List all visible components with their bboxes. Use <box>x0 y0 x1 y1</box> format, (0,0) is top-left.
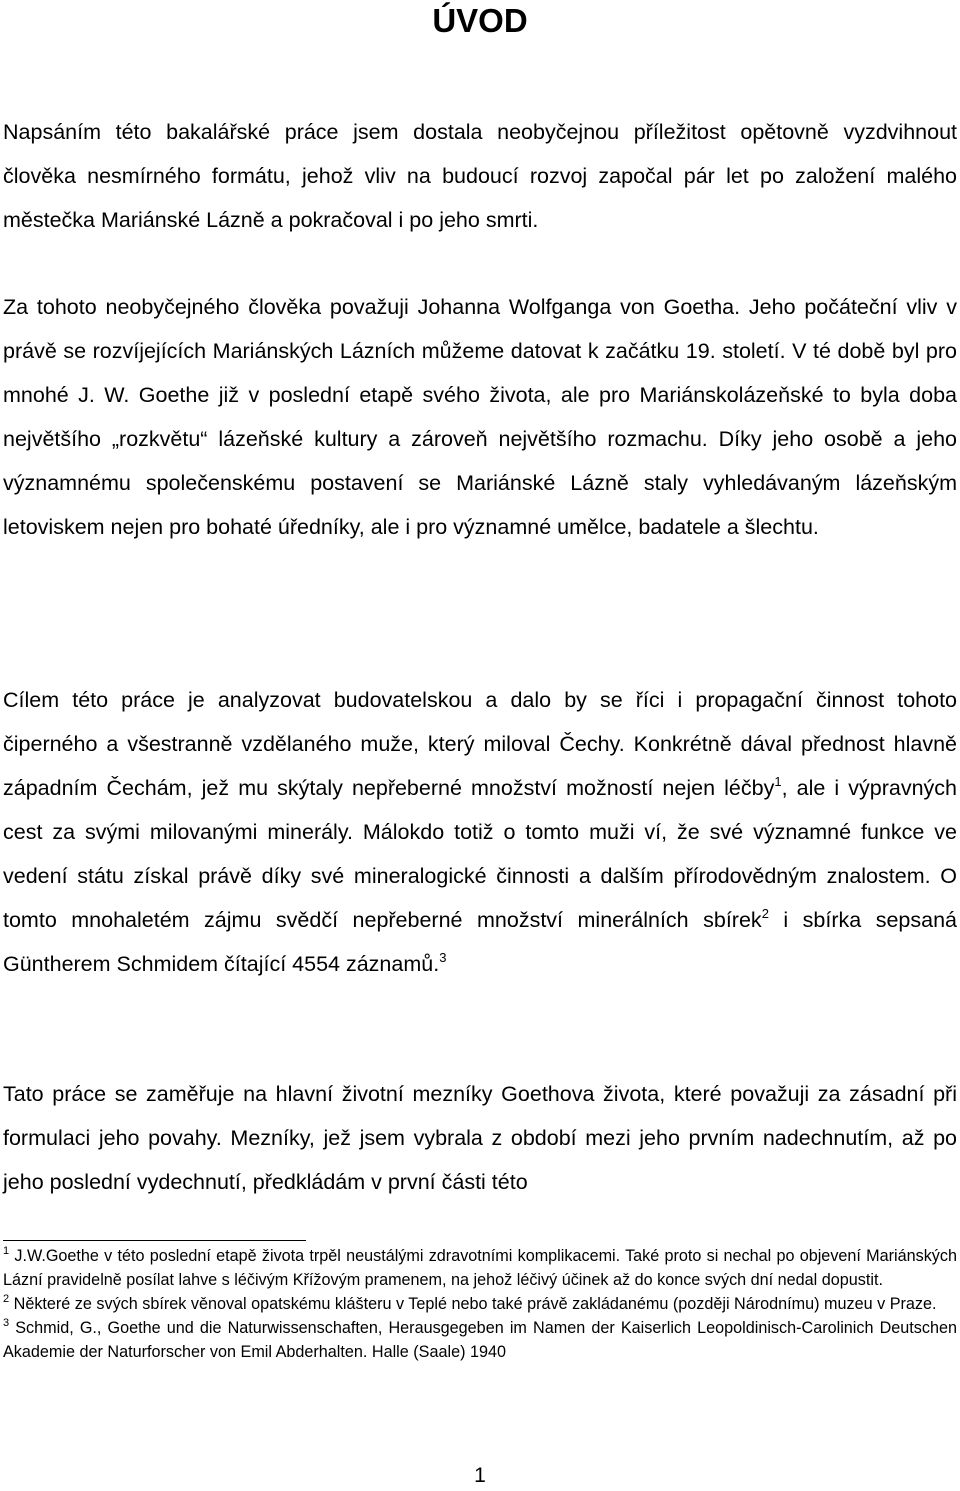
paragraph-aim-text-a: Cílem této práce je analyzovat budovatelskou a dalo by se říci i propagační činnost tohoto čiperného a všestranně vzdělaného muže, který miloval Čechy. Konkrétně dával přednost hlavně západním Čechám, jež mu skýtaly nepřeberné množství možností nejen léčby <box>3 688 957 800</box>
footnote-ref-1: 1 <box>774 774 782 789</box>
paragraph-goethe: Za tohoto neobyčejného člověka považuji Johanna Wolfganga von Goetha. Jeho počáteční vliv v právě se rozvíjejících Mariánských Lázních můžeme datovat k začátku 19. století. V té době byl pro mnohé J. W. Goethe již v poslední etapě svého života, ale pro Mariánskolázeňské to byla doba největšího „rozkvětu“ lázeňské kultury a zároveň největšího rozmachu. Díky jeho osobě a jeho významnému společenskému postavení se Mariánské Lázně staly vyhledávaným lázeňským letoviskem nejen pro bohaté úředníky, ale i pro významné umělce, badatele a šlechtu. <box>3 295 957 539</box>
page-title: ÚVOD <box>432 2 528 39</box>
footnote-number: 3 <box>3 1317 10 1329</box>
paragraph-aim-text-b: , ale i výpravných cest za svými milovanými minerály. Málokdo totiž o tomto muži ví, že své významné funkce ve vedení státu získal právě díky své mineralogické činnosti a dalším přírodovědným znalostem. O tomto mnohaletém zájmu svědčí nepřeberné množství minerálních sbírek <box>3 776 958 932</box>
paragraph-aim <box>3 678 957 986</box>
page-number: 1 <box>474 1464 486 1487</box>
paragraph-intro: Napsáním této bakalářské práce jsem dostala neobyčejnou příležitost opětovně vyzdvihnout člověka nesmírného formátu, jehož vliv na budoucí rozvoj započal pár let po založení malého městečka Mariánské Lázně a pokračoval i po jeho smrti. <box>3 120 957 232</box>
paragraph-focus: Tato práce se zaměřuje na hlavní životní mezníky Goethova života, které považuji za zásadní při formulaci jeho povahy. Mezníky, jež jsem vybrala z období mezi jeho prvním nadechnutím, až po jeho poslední vydechnutí, předkládám v první části této <box>3 1082 957 1194</box>
paragraph-aim-text-c: i sbírka sepsaná Güntherem Schmidem čítající 4554 záznamů. <box>3 908 957 976</box>
footnote-ref-3: 3 <box>439 950 447 965</box>
footnote-number: 2 <box>3 1293 10 1305</box>
footnote-text: J.W.Goethe v této poslední etapě života trpěl neustálými zdravotními komplikacemi. Také proto si nechal po objevení Mariánských Lázní pravidelně posílat lahve s léčivým Křížovým pramenem, na jehož léčivý účinek až do konce svých dní nedal dopustit. <box>3 1247 957 1289</box>
footnotes <box>3 1244 957 1364</box>
footnote-3 <box>3 1316 957 1364</box>
footnote-2 <box>3 1292 957 1316</box>
footnote-separator <box>3 1240 306 1241</box>
footnote-number: 1 <box>3 1245 10 1257</box>
footnote-ref-2: 2 <box>761 906 769 921</box>
footnote-1 <box>3 1244 957 1292</box>
footnote-text: Schmid, G., Goethe und die Naturwissenschaften, Herausgegeben im Namen der Kaiserlich Leopoldinisch-Carolinich Deutschen Akademie der Naturforscher von Emil Abderhalten. Halle (Saale) 1940 <box>3 1319 957 1361</box>
footnote-text: Některé ze svých sbírek věnoval opatskému klášteru v Teplé nebo také právě zakládanému (později Národnímu) muzeu v Praze. <box>13 1295 937 1313</box>
